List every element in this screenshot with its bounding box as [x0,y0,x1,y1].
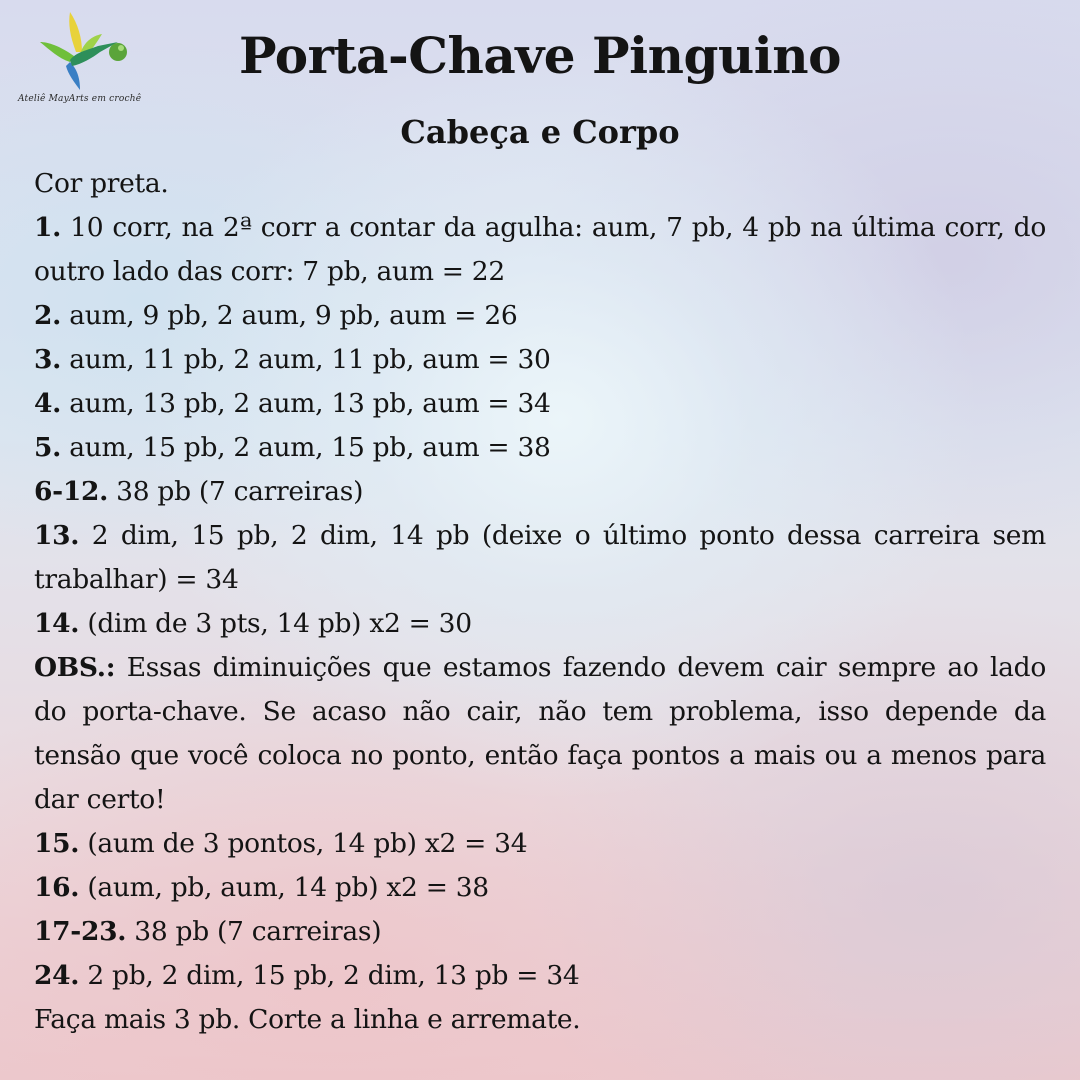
obs-note [34,646,1046,822]
row-number: 5. [34,432,62,463]
obs-text: Essas diminuições que estamos fazendo devem cair sempre ao lado do porta-chave. Se acaso não cair, não tem problema, isso depende da tensão que você coloca no ponto, então faça pontos a mais ou a menos para dar certo! [34,652,1046,815]
page-title: Porta-Chave Pinguino [239,26,841,85]
outro-text: Faça mais 3 pb. Corte a linha e arremate. [34,1004,581,1035]
row-text: 38 pb (7 carreiras) [108,476,364,507]
row-text: (aum de 3 pontos, 14 pb) x2 = 34 [79,828,528,859]
row-text: 2 dim, 15 pb, 2 dim, 14 pb (deixe o último ponto dessa carreira sem trabalhar) = 34 [34,520,1046,595]
row-number: 6-12. [34,476,109,507]
row-number: 3. [34,344,62,375]
row-14 [34,602,1046,646]
row-text: aum, 13 pb, 2 aum, 13 pb, aum = 34 [61,388,551,419]
row-text: aum, 15 pb, 2 aum, 15 pb, aum = 38 [61,432,551,463]
row-number: 4. [34,388,62,419]
row-text: 10 corr, na 2ª corr a contar da agulha: aum, 7 pb, 4 pb na última corr, do outro lado das corr: 7 pb, aum = 22 [34,212,1046,287]
row-3 [34,338,1046,382]
row-text: (dim de 3 pts, 14 pb) x2 = 30 [79,608,472,639]
row-text: 38 pb (7 carreiras) [126,916,382,947]
row-text: aum, 9 pb, 2 aum, 9 pb, aum = 26 [61,300,518,331]
row-6-12 [34,470,1046,514]
pattern-instructions [34,162,1046,1042]
intro-text: Cor preta. [34,168,169,199]
row-number: 1. [34,212,62,243]
row-1 [34,206,1046,294]
row-text: aum, 11 pb, 2 aum, 11 pb, aum = 30 [61,344,551,375]
obs-label: OBS.: [34,652,116,683]
row-4 [34,382,1046,426]
brand-logo-text: Ateliê MayArts em crochê [18,94,142,104]
row-13 [34,514,1046,602]
row-16 [34,866,1046,910]
row-text: (aum, pb, aum, 14 pb) x2 = 38 [79,872,489,903]
row-number: 17-23. [34,916,127,947]
row-24 [34,954,1046,998]
row-5 [34,426,1046,470]
row-number: 14. [34,608,80,639]
row-number: 2. [34,300,62,331]
row-number: 24. [34,960,80,991]
row-number: 15. [34,828,80,859]
row-15 [34,822,1046,866]
row-number: 13. [34,520,80,551]
section-subtitle: Cabeça e Corpo [400,113,680,151]
row-number: 16. [34,872,80,903]
row-17-23 [34,910,1046,954]
row-text: 2 pb, 2 dim, 15 pb, 2 dim, 13 pb = 34 [79,960,580,991]
row-2 [34,294,1046,338]
